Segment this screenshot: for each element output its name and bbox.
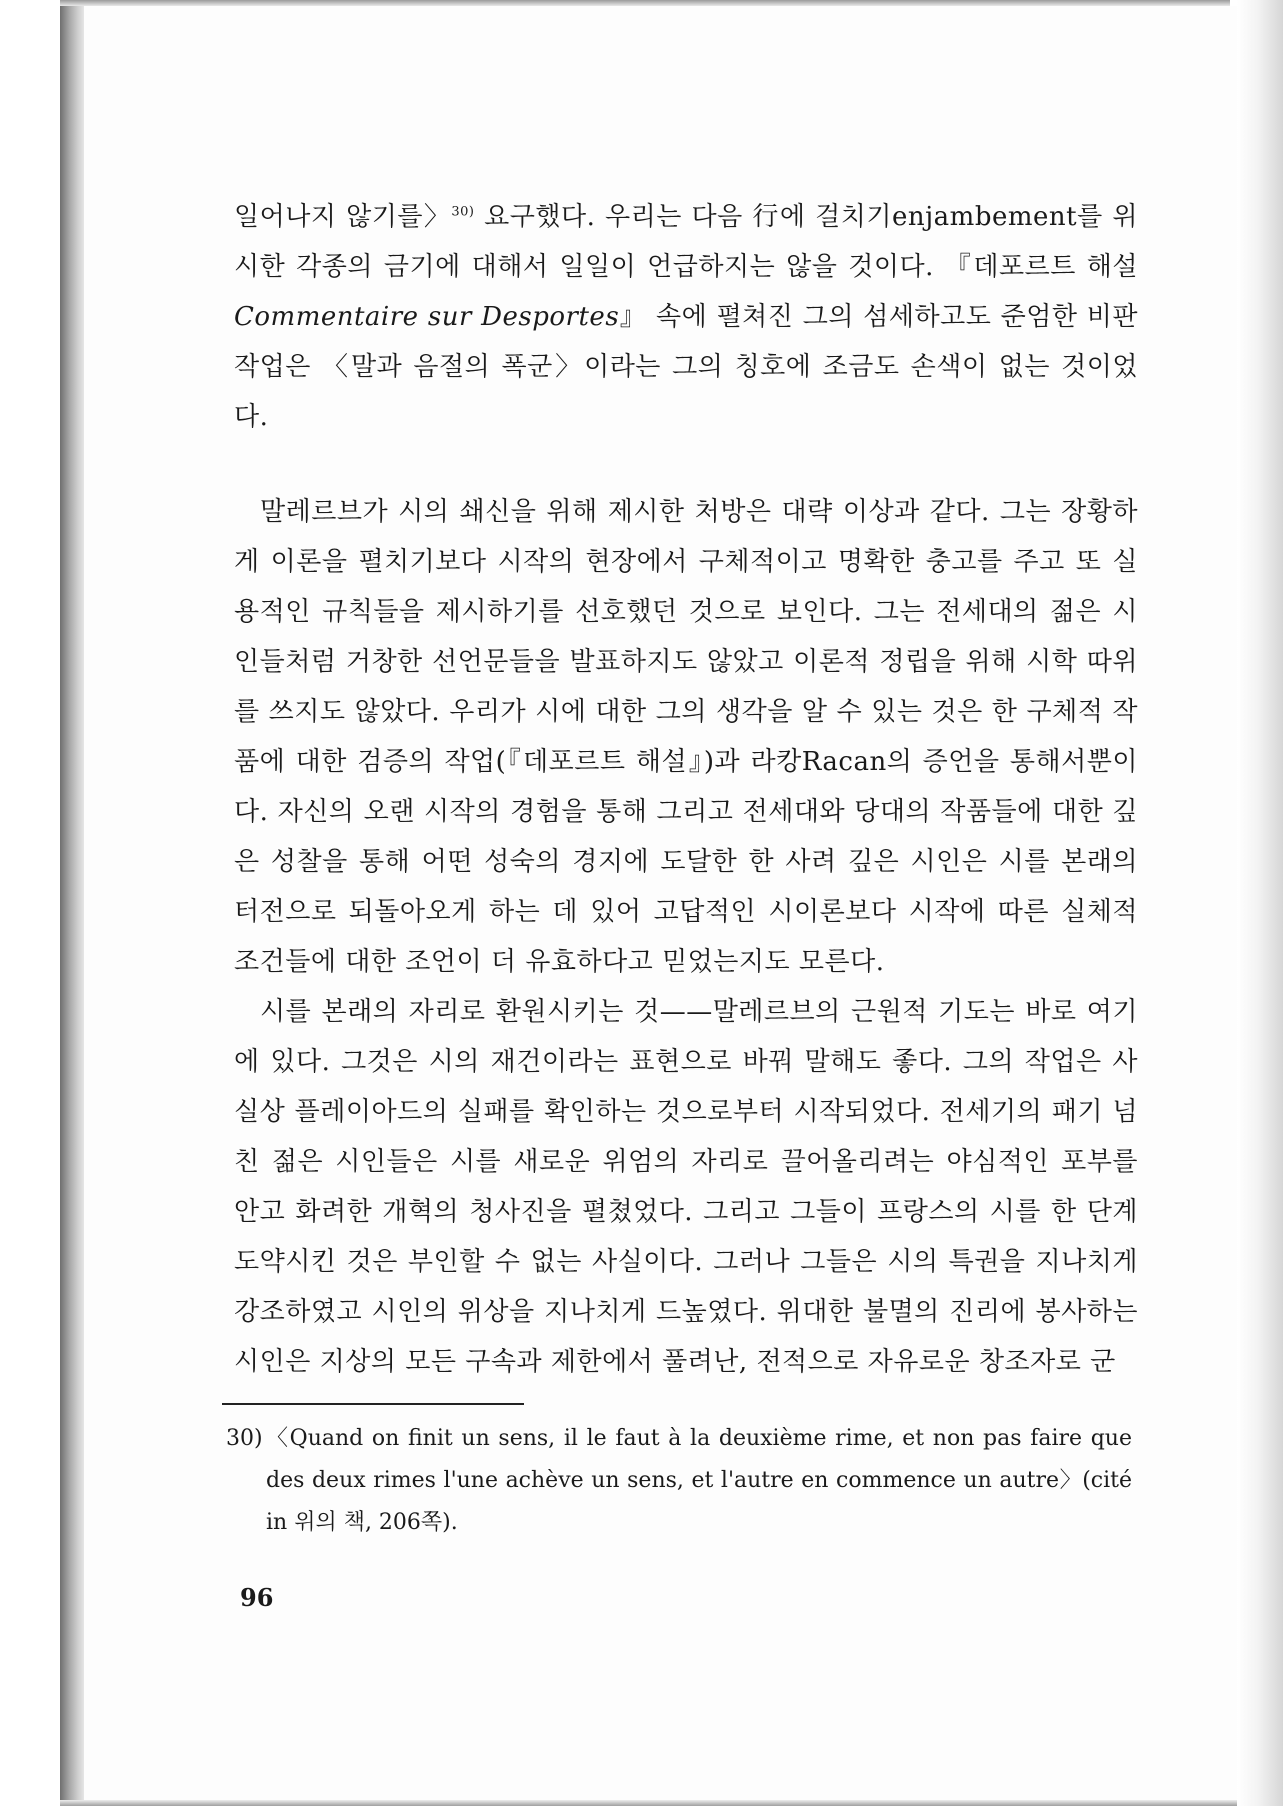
page-number: 96 [240, 1583, 274, 1612]
paragraph-1-middle: 요구했다. 우리는 다음 行에 걸치기enjambement를 위시한 각종의 금기에 대해서 일일이 언급하지는 않을 것이다. 『데포르트 해설 [234, 202, 1138, 282]
paragraph-1-end: 』 속에 펼쳐진 그의 섬세하고도 준엄한 비판 작업은 〈말과 음절의 폭군〉이라는 그의 칭호에 조금도 손색이 없는 것이었다. [234, 302, 1139, 432]
paragraph-2: 말레르브가 시의 쇄신을 위해 제시한 처방은 대략 이상과 같다. 그는 장황하게 이론을 펼치기보다 시작의 현장에서 구체적이고 명확한 충고를 주고 또 실용적인 규칙들을 제시하기를 선호했던 것으로 보인다. 그는 전세대의 젊은 시인들처럼 거창한 선언문들을 발표하지도 않았고 이론적 정립을 위해 시학 따위를 쓰지도 않았다. 우리가 시에 대한 그의 생각을 알 수 있는 것은 한 구체적 작품에 대한 검증의 작업(『데포르트 해설』)과 라캉Racan의 증언을 통해서뿐이다. 자신의 오랜 시작의 경험을 통해 그리고 전세대와 당대의 작품들에 대한 깊은 성찰을 통해 어떤 성숙의 경지에 도달한 한 사려 깊은 시인은 시를 본래의 터전으로 되돌아오게 하는 데 있어 고답적인 시이론보다 시작에 따른 실체적 조건들에 대한 조언이 더 유효하다고 믿었는지도 모른다. [234, 497, 1138, 977]
footnote-text: 〈Quand on finit un sens, il le faut à la deuxième rime, et non pas faire que des deux rimes l'une achève un sens, et l'autre en commence un autre〉(cité in 위의 책, 206쪽). [266, 1426, 1132, 1535]
paragraph-3: 시를 본래의 자리로 환원시키는 것——말레르브의 근원적 기도는 바로 여기에 있다. 그것은 시의 재건이라는 표현으로 바꿔 말해도 좋다. 그의 작업은 사실상 플레이아드의 실패를 확인하는 것으로부터 시작되었다. 전세기의 패기 넘친 젊은 시인들은 시를 새로운 위엄의 자리로 끌어올리려는 야심적인 포부를 안고 화려한 개혁의 청사진을 펼쳤었다. 그리고 그들이 프랑스의 시를 한 단계 도약시킨 것은 부인할 수 없는 사실이다. 그러나 그들은 시의 특권을 지나치게 강조하였고 시인의 위상을 지나치게 드높였다. 위대한 불멸의 진리에 봉사하는 시인은 지상의 모든 구속과 제한에서 풀려난, 전적으로 자유로운 창조자로 군 [234, 997, 1138, 1377]
page-right-shadow [1237, 0, 1283, 1806]
paragraph-1-start: 일어나지 않기를〉 [234, 202, 452, 232]
footnote-number: 30) [226, 1426, 263, 1451]
paragraph-1 [234, 192, 1138, 442]
book-bottom-edge [60, 1800, 1283, 1806]
footnote-ref-30: 30) [451, 204, 475, 220]
footnote-divider [222, 1403, 524, 1405]
footnote-30 [226, 1418, 1132, 1544]
body-text [234, 192, 1138, 1387]
paragraph-1-italic-title: Commentaire sur Desportes [234, 302, 620, 332]
book-spine-edge [60, 0, 84, 1806]
